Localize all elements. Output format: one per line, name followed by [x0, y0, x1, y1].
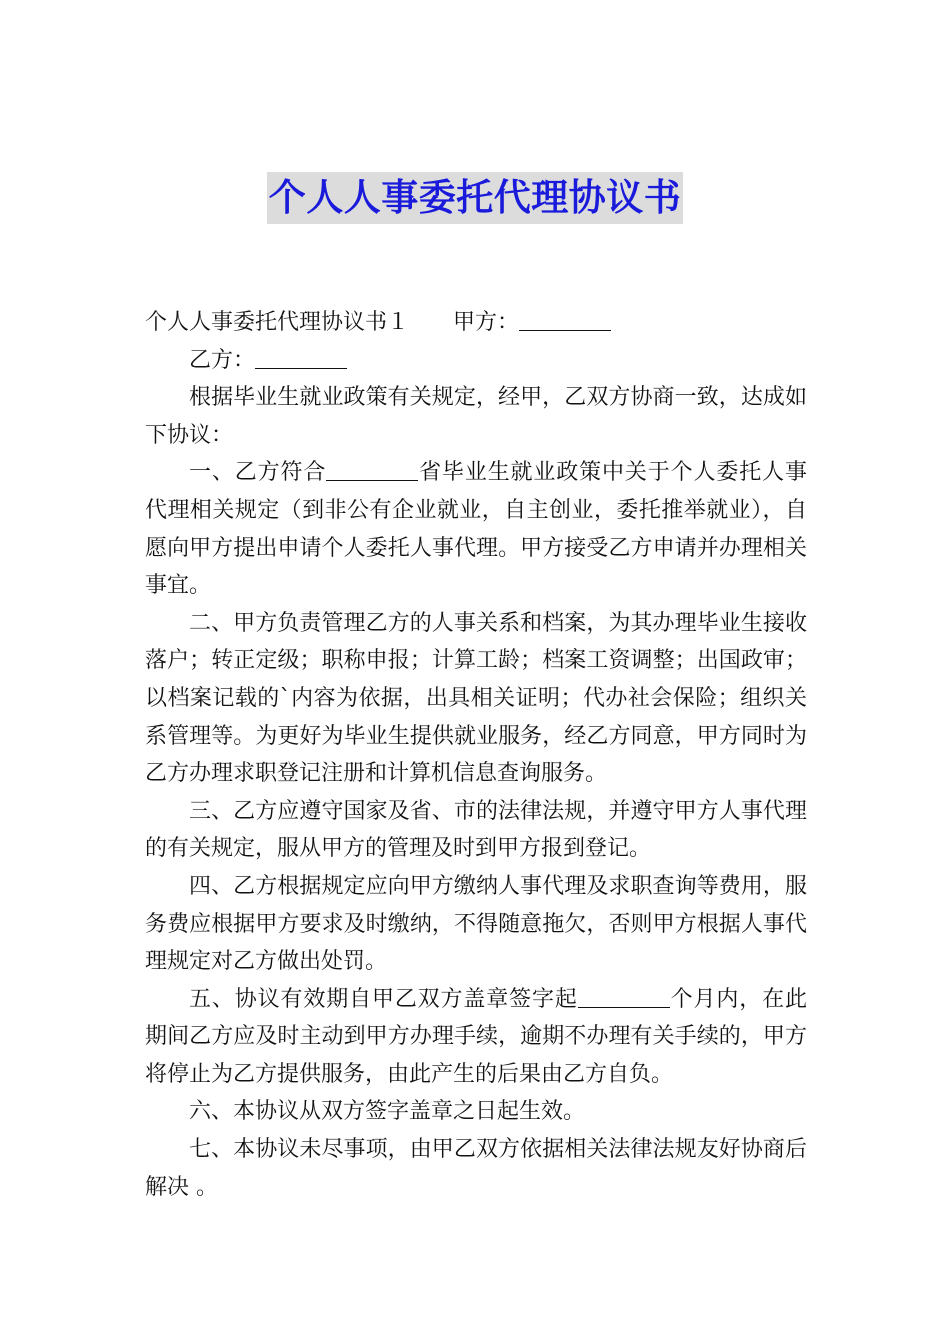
intro-paragraph: 根据毕业生就业政策有关规定，经甲，乙双方协商一致，达成如下协议：	[145, 385, 807, 448]
province-blank	[326, 456, 418, 481]
party-b-label: 乙方：	[189, 347, 256, 373]
party-b-line	[145, 342, 807, 380]
clause-1-lead: 一、乙方符合	[189, 460, 327, 486]
months-blank	[578, 983, 670, 1008]
agreement-heading: 个人人事委托代理协议书１	[145, 310, 410, 335]
clause-2: 二、甲方负责管理乙方的人事关系和档案，为其办理毕业生接收落户；转正定级；职称申报；计算工龄；档案工资调整；出国政审；以档案记载的`内容为依据，出具相关证明；代办社会保险；组织关系管理等。为更好为毕业生提供就业服务，经乙方同意，甲方同时为乙方办理求职登记注册和计算机信息查询服务。	[145, 610, 807, 787]
clause-3: 三、乙方应遵守国家及省、市的法律法规，并遵守甲方人事代理的有关规定，服从甲方的管理及时到甲方报到登记。	[145, 798, 807, 862]
party-a-label: 甲方：	[453, 310, 520, 335]
heading-line	[145, 304, 807, 342]
clause-5	[145, 981, 807, 1094]
clause-7: 七、本协议未尽事项，由甲乙双方依据相关法律法规友好协商后解决 。	[145, 1137, 807, 1200]
title-container	[0, 172, 950, 224]
clause-1-text: 省毕业生就业政策中关于个人委托人事代理相关规定（到非公有企业就业，自主创业，委托推举就业），自愿向甲方提出申请个人委托人事代理。甲方接受乙方申请并办理相关事宜。	[145, 460, 807, 599]
document-title: 个人人事委托代理协议书	[267, 172, 684, 224]
party-b-blank	[255, 344, 347, 369]
clause-6: 六、本协议从双方签字盖章之日起生效。	[189, 1099, 586, 1125]
clause-5-lead: 五、协议有效期自甲乙双方盖章签字起	[189, 986, 578, 1012]
document-body	[145, 304, 807, 1206]
clause-1	[145, 454, 807, 604]
clause-5-text: 个月内，在此期间乙方应及时主动到甲方办理手续，逾期不办理有关手续的，甲方将停止为乙方提供服务，由此产生的后果由乙方自负。	[145, 986, 807, 1087]
party-a-blank	[519, 306, 611, 331]
clause-4: 四、乙方根据规定应向甲方缴纳人事代理及求职查询等费用，服务费应根据甲方要求及时缴纳，不得随意拖欠，否则甲方根据人事代理规定对乙方做出处罚。	[145, 873, 807, 975]
